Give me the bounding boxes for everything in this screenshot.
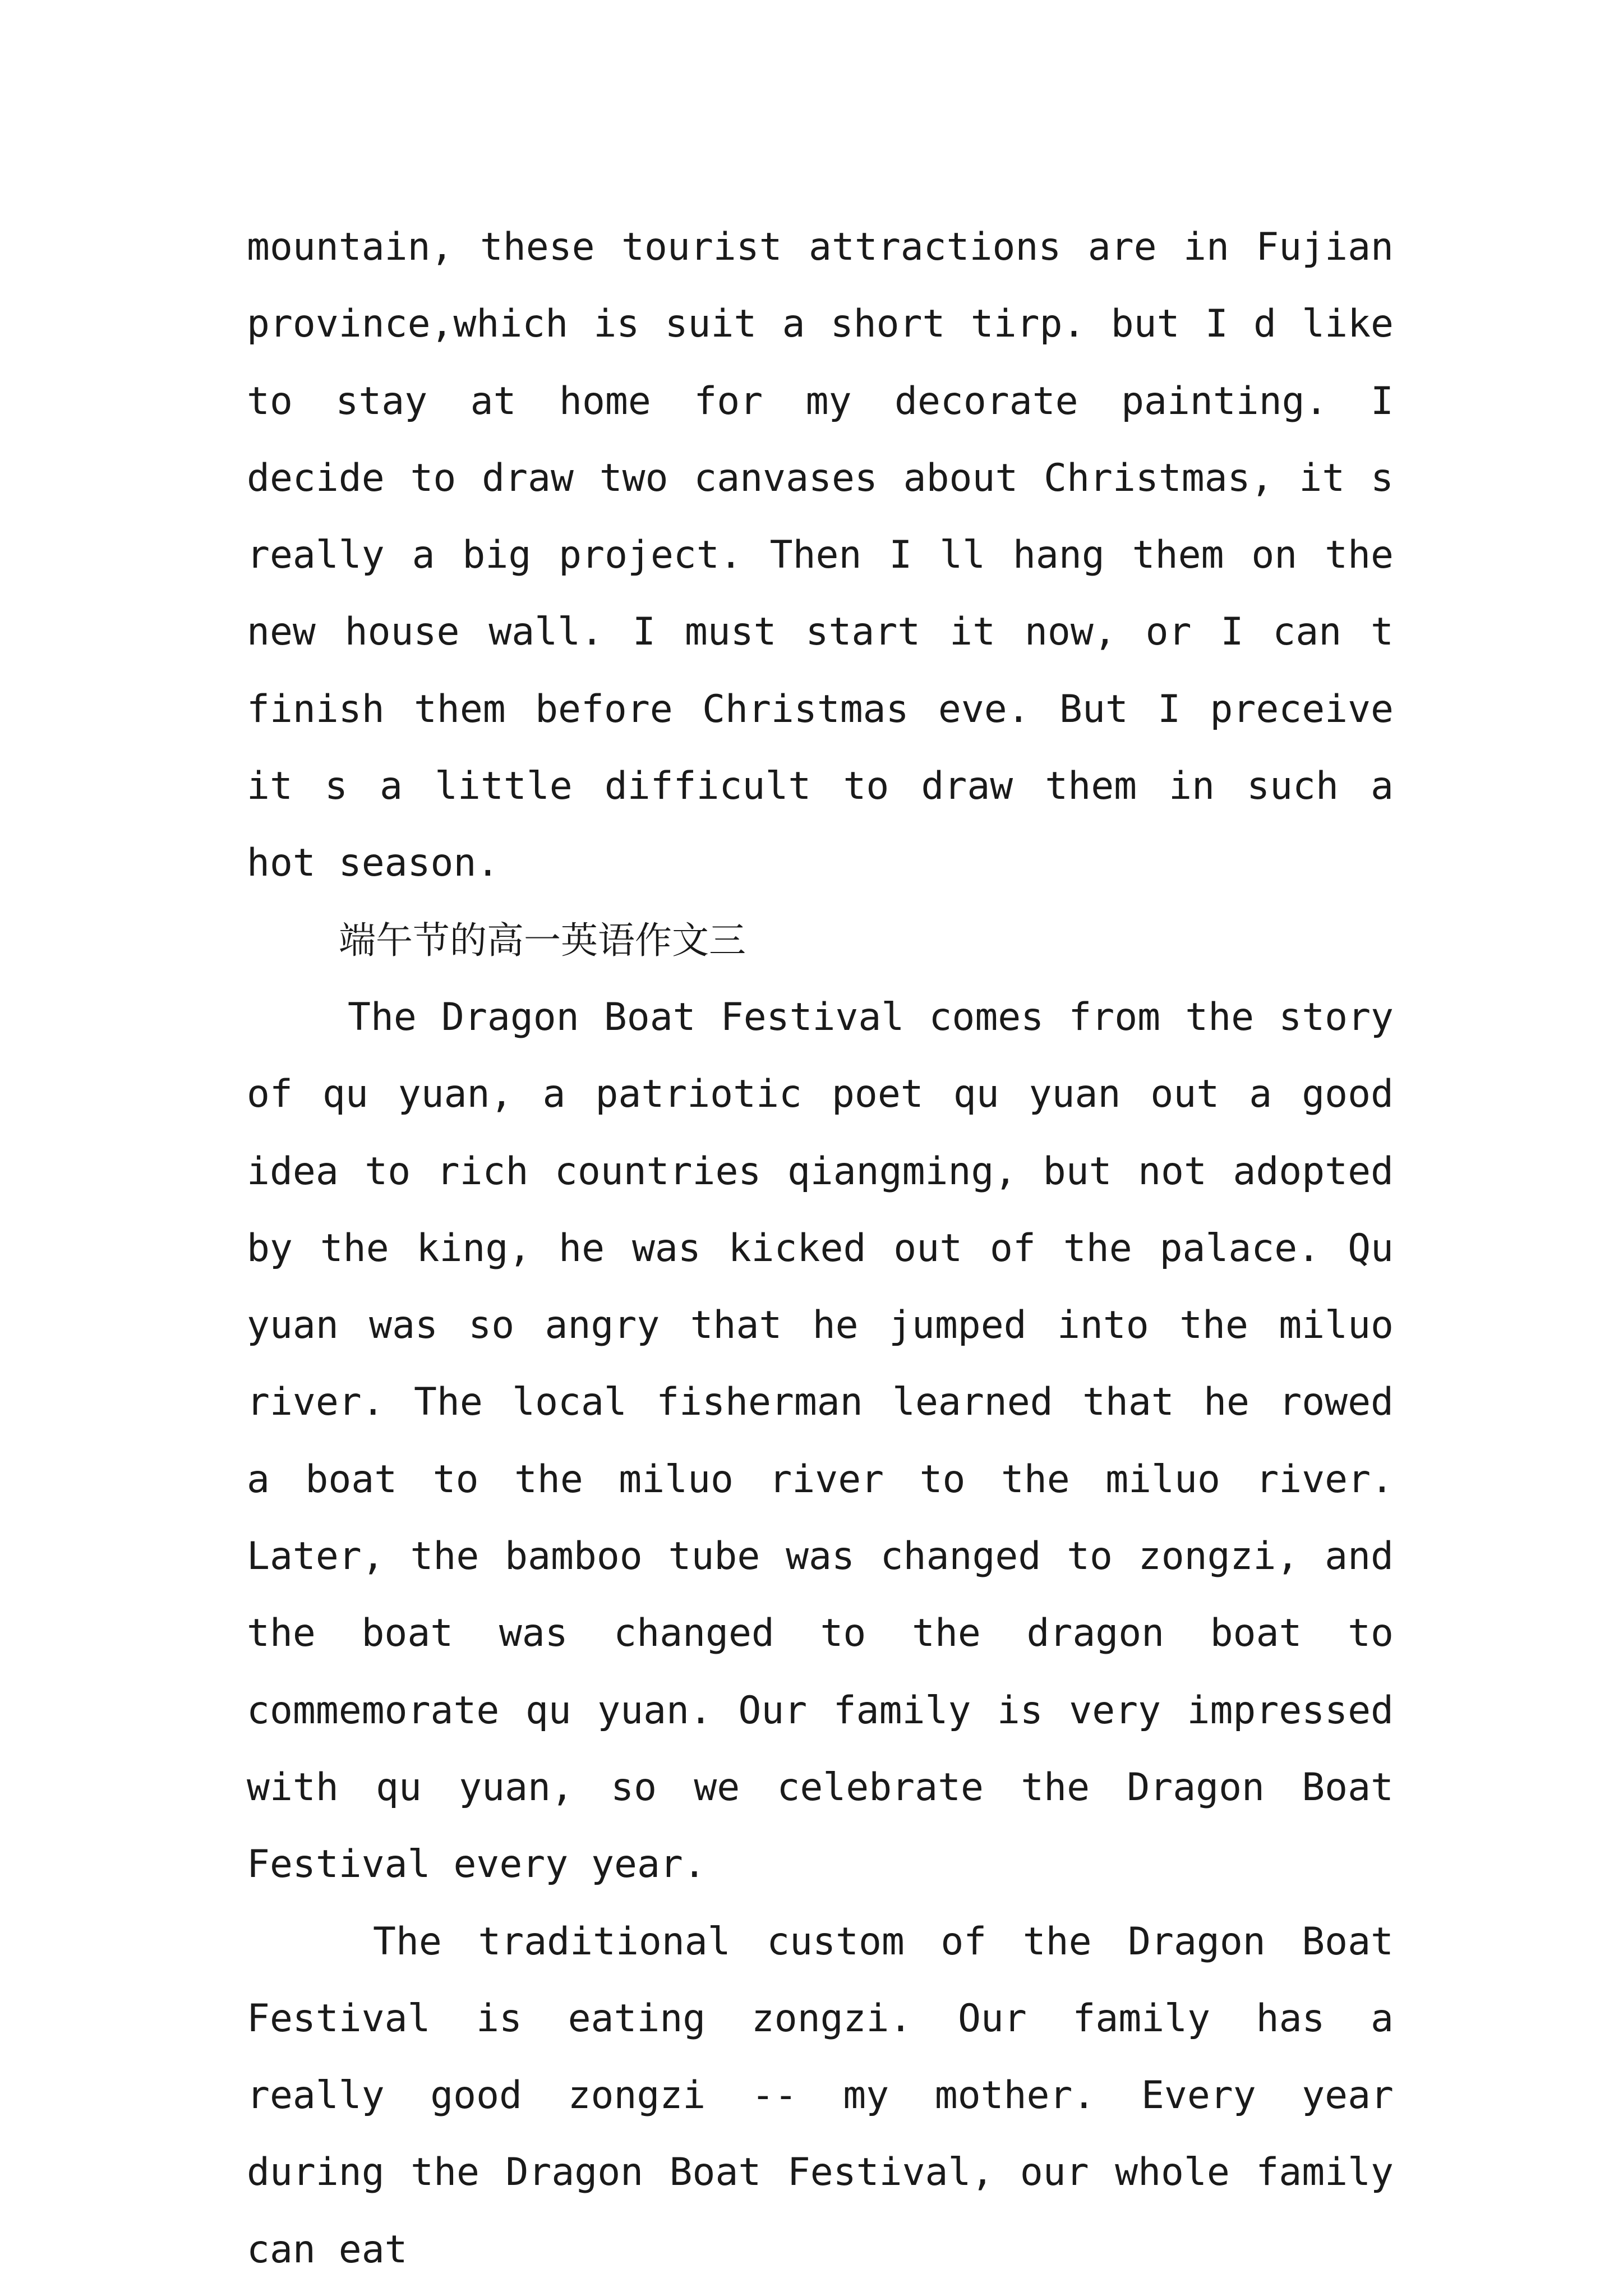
- paragraph-festival-origin: The Dragon Boat Festival comes from the story of qu yuan, a patriotic poet qu yuan out a good idea to rich countries qiangming, but not adopted by the king, he was kicked out of the palace. Qu yuan was so angry that he jumped into the miluo river. The local fisherman learned that he rowed a boat to the miluo river to the miluo river. Later, the bamboo tube was changed to zongzi, and the boat was changed to the dragon boat to commemorate qu yuan. Our family is very impressed with qu yuan, so we celebrate the Dragon Boat Festival every year.: [247, 995, 1394, 1887]
- document-body: [247, 209, 1394, 2288]
- paragraph-travel-plans: mountain, these tourist attractions are in Fujian province,which is suit a short tirp. but I d like to stay at home for my decorate painting. I decide to draw two canvases about Christmas, it s really a big project. Then I ll hang them on the new house wall. I must start it now, or I can t finish them before Christmas eve. But I preceive it s a little difficult to draw them in such a hot season.: [247, 225, 1394, 886]
- paragraph-festival-custom: The traditional custom of the Dragon Boat Festival is eating zongzi. Our family has a really good zongzi -- my mother. Every year during the Dragon Boat Festival, our whole family can eat: [247, 1919, 1394, 2272]
- essay-heading: 端午节的高一英语作文三: [339, 918, 746, 962]
